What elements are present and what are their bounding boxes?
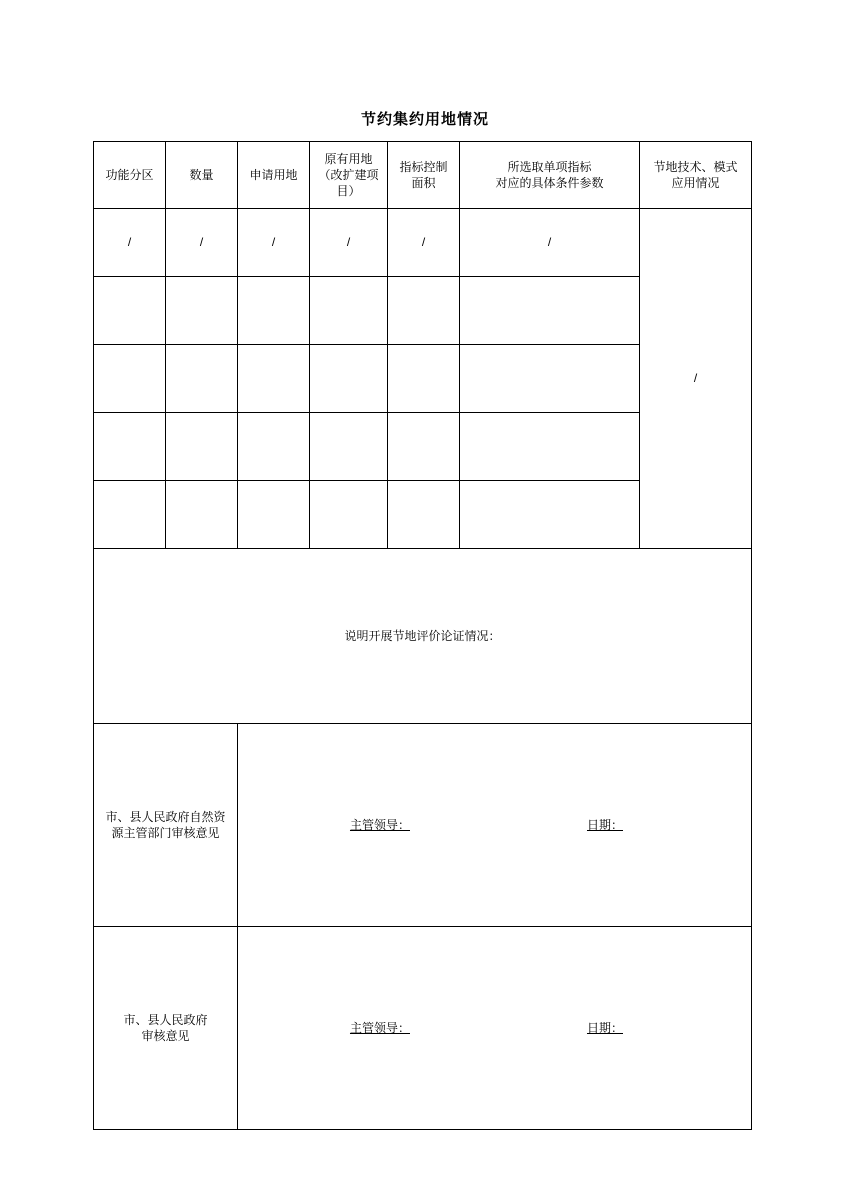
- land-use-table: [93, 141, 752, 1130]
- header-existing-land-line3: 目）: [336, 184, 361, 199]
- cell-existing-land[interactable]: /: [310, 209, 388, 277]
- opinion-row-natural-resources: [94, 724, 752, 927]
- opinion-body-natural-resources[interactable]: [238, 724, 752, 927]
- header-land-saving-line2: 应用情况: [671, 176, 720, 190]
- header-cell-single-index-params: [460, 142, 640, 209]
- opinion-label-natural-resources: [94, 724, 238, 927]
- cell-single-index-params[interactable]: [460, 481, 640, 549]
- cell-quantity[interactable]: [166, 413, 238, 481]
- header-cell-function-zone: 功能分区: [94, 142, 166, 209]
- cell-index-control-area[interactable]: [388, 345, 460, 413]
- opinion-label-line2: 审核意见: [141, 1029, 190, 1043]
- header-cell-index-control-area: [388, 142, 460, 209]
- header-cell-quantity: 数量: [166, 142, 238, 209]
- opinion-label-line1: 市、县人民政府自然资: [105, 809, 226, 824]
- header-land-saving-line1: 节地技术、模式: [653, 159, 738, 174]
- cell-applied-land[interactable]: [238, 413, 310, 481]
- note-cell[interactable]: [94, 549, 752, 724]
- cell-applied-land[interactable]: [238, 481, 310, 549]
- cell-function-zone[interactable]: [94, 277, 166, 345]
- opinion-body-government[interactable]: [238, 927, 752, 1130]
- header-single-index-line1: 所选取单项指标: [507, 159, 592, 174]
- date-label[interactable]: 日期：: [586, 1020, 623, 1035]
- header-index-control-line2: 面积: [411, 176, 436, 190]
- header-cell-applied-land: 申请用地: [238, 142, 310, 209]
- opinion-label-line2: 源主管部门审核意见: [111, 826, 220, 840]
- header-cell-existing-land: [310, 142, 388, 209]
- cell-land-saving-tech-merged[interactable]: /: [640, 209, 752, 549]
- opinion-label-government: [94, 927, 238, 1130]
- cell-quantity[interactable]: [166, 345, 238, 413]
- cell-single-index-params[interactable]: /: [460, 209, 640, 277]
- cell-applied-land[interactable]: /: [238, 209, 310, 277]
- cell-single-index-params[interactable]: [460, 277, 640, 345]
- header-index-control-line1: 指标控制: [399, 159, 448, 174]
- header-existing-land-line1: 原有用地: [324, 151, 373, 166]
- cell-existing-land[interactable]: [310, 277, 388, 345]
- cell-function-zone[interactable]: [94, 481, 166, 549]
- cell-index-control-area[interactable]: [388, 413, 460, 481]
- opinion-label-line1: 市、县人民政府: [123, 1012, 208, 1027]
- page-title: 节约集约用地情况: [360, 111, 489, 128]
- cell-function-zone[interactable]: [94, 413, 166, 481]
- cell-single-index-params[interactable]: [460, 413, 640, 481]
- cell-quantity[interactable]: [166, 277, 238, 345]
- table-row: [94, 209, 752, 277]
- cell-quantity[interactable]: /: [166, 209, 238, 277]
- cell-index-control-area[interactable]: /: [388, 209, 460, 277]
- table-header-row: [94, 142, 752, 209]
- signature-row: [241, 817, 748, 833]
- note-row: [94, 549, 752, 724]
- header-single-index-line2: 对应的具体条件参数: [495, 176, 604, 190]
- leader-label[interactable]: 主管领导：: [349, 817, 410, 832]
- cell-quantity[interactable]: [166, 481, 238, 549]
- cell-existing-land[interactable]: [310, 481, 388, 549]
- cell-existing-land[interactable]: [310, 345, 388, 413]
- cell-function-zone[interactable]: [94, 345, 166, 413]
- cell-existing-land[interactable]: [310, 413, 388, 481]
- note-label: 说明开展节地评价论证情况：: [344, 628, 501, 643]
- cell-function-zone[interactable]: /: [94, 209, 166, 277]
- leader-label[interactable]: 主管领导：: [349, 1020, 410, 1035]
- header-cell-land-saving-tech: [640, 142, 752, 209]
- cell-single-index-params[interactable]: [460, 345, 640, 413]
- opinion-row-government: [94, 927, 752, 1130]
- date-label[interactable]: 日期：: [586, 817, 623, 832]
- signature-row: [241, 1020, 748, 1036]
- header-existing-land-line2: （改扩建项: [318, 167, 379, 182]
- cell-applied-land[interactable]: [238, 345, 310, 413]
- cell-index-control-area[interactable]: [388, 277, 460, 345]
- cell-index-control-area[interactable]: [388, 481, 460, 549]
- cell-applied-land[interactable]: [238, 277, 310, 345]
